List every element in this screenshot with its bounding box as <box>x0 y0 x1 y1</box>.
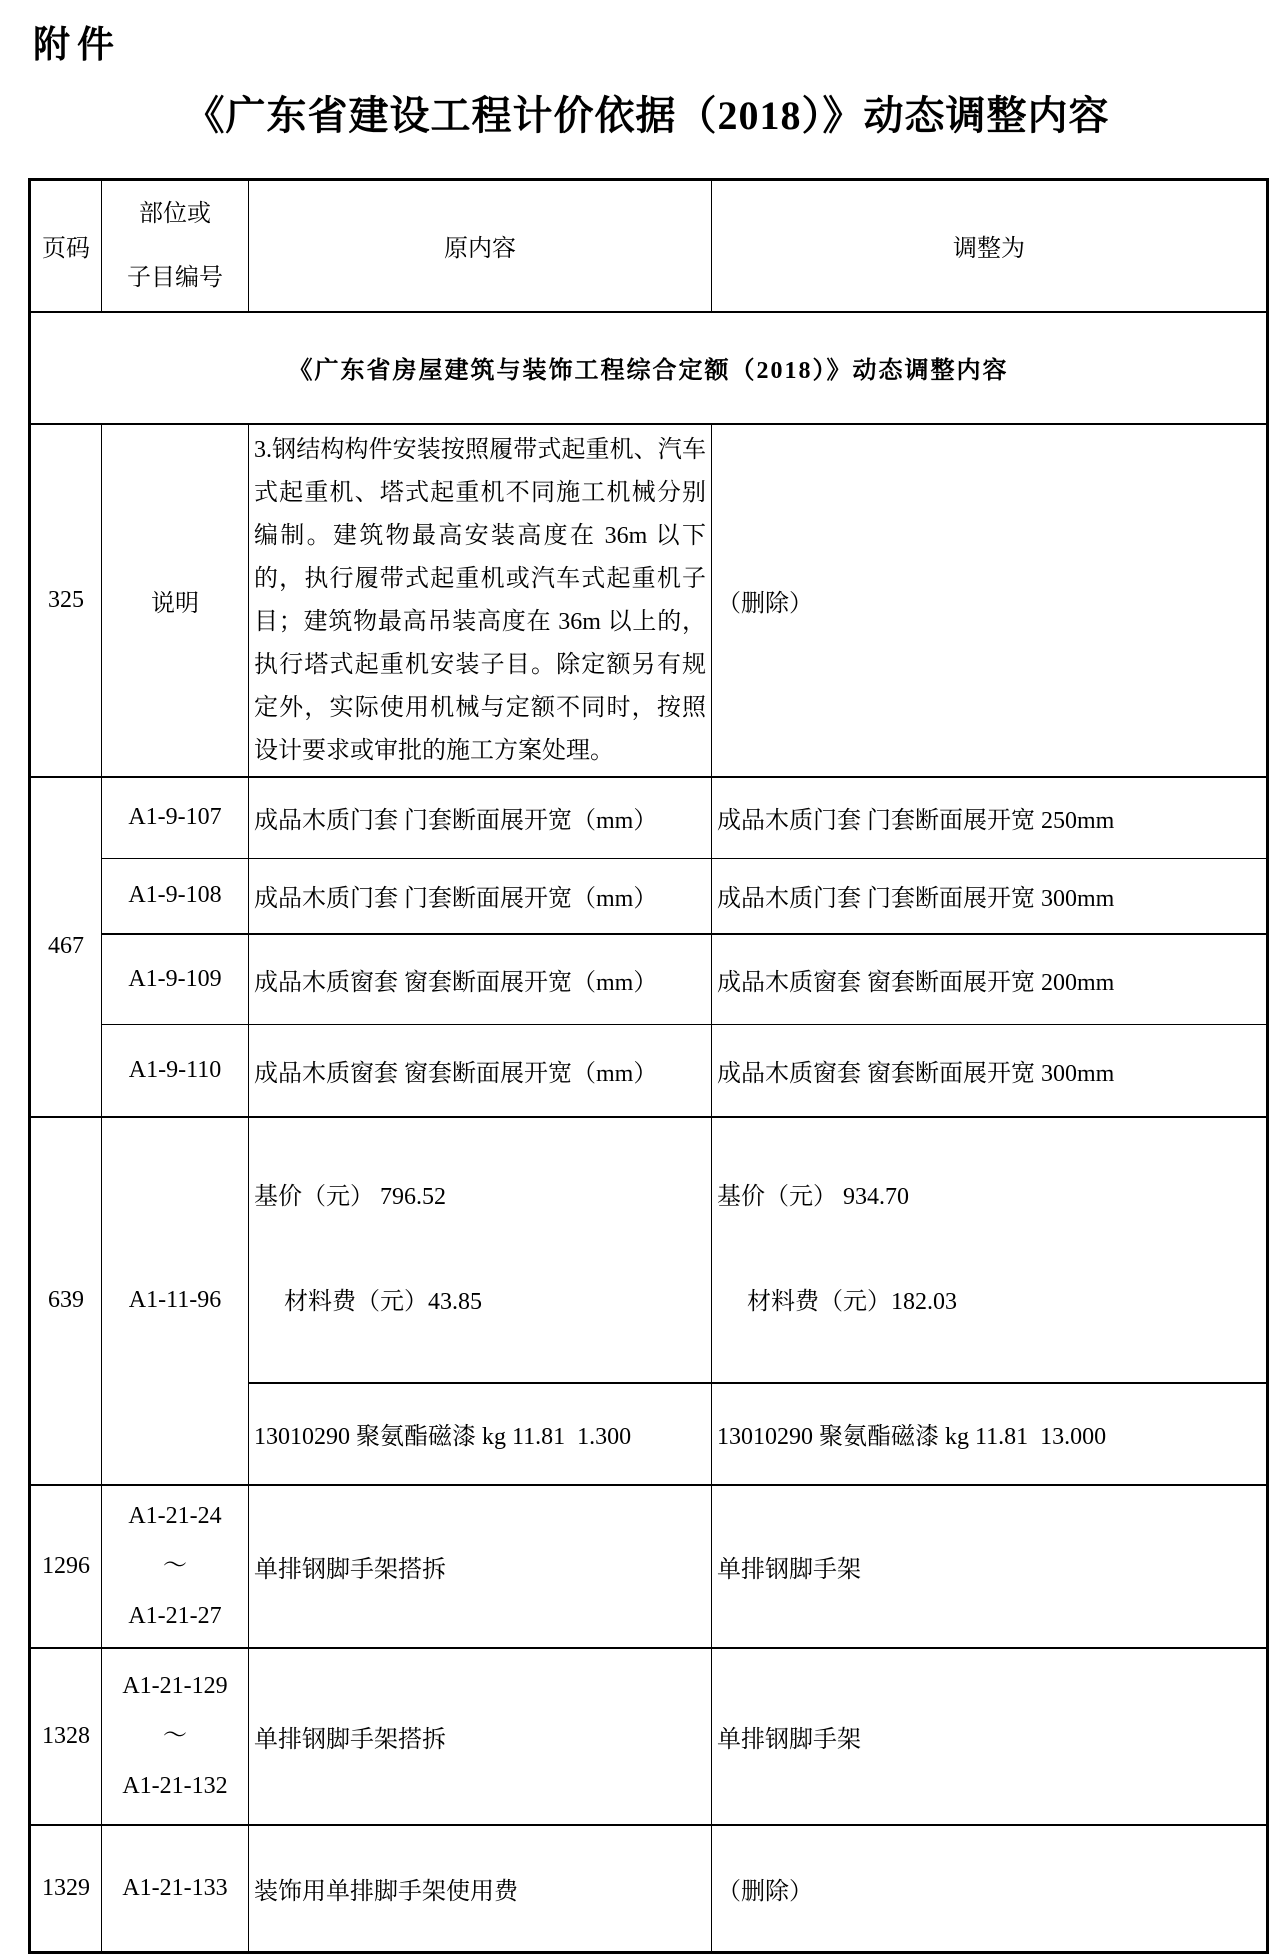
table-row-1296 <box>30 1485 1268 1648</box>
header-code-line2: 子目编号 <box>127 264 223 291</box>
page-cell: 1329 <box>30 1825 102 1953</box>
original-price-cell <box>249 1117 712 1383</box>
original-cell: 单排钢脚手架搭拆 <box>249 1648 712 1825</box>
original-cell: 成品木质窗套 窗套断面展开宽（mm） <box>249 934 712 1025</box>
header-code-line1: 部位或 <box>139 200 211 227</box>
header-code-cell <box>102 180 249 312</box>
code-range-start: A1-21-129 <box>122 1673 228 1699</box>
adjusted-cell: 单排钢脚手架 <box>712 1648 1268 1825</box>
page-cell-639: 639 <box>30 1117 102 1485</box>
adjusted-cell: 单排钢脚手架 <box>712 1485 1268 1648</box>
material-fee-line: 材料费（元）182.03 <box>747 1288 957 1315</box>
section-title-cell: 《广东省房屋建筑与装饰工程综合定额（2018）》动态调整内容 <box>30 312 1268 424</box>
base-price-line: 基价（元） 796.52 <box>254 1183 446 1210</box>
page-cell-467: 467 <box>30 777 102 1117</box>
table-row-a1-9-109 <box>30 934 1268 1025</box>
code-cell: A1-9-107 <box>102 777 249 859</box>
original-cell: 单排钢脚手架搭拆 <box>249 1485 712 1648</box>
table-header-row <box>30 180 1268 312</box>
code-range-start: A1-21-24 <box>128 1503 222 1529</box>
table-row-1329 <box>30 1825 1268 1953</box>
header-original-cell: 原内容 <box>249 180 712 312</box>
code-cell: A1-9-110 <box>102 1025 249 1117</box>
code-cell: 说明 <box>102 424 249 777</box>
table-row-a1-9-107 <box>30 777 1268 859</box>
table-row-639-price <box>30 1117 1268 1383</box>
adjusted-price-cell <box>712 1117 1268 1383</box>
code-cell: A1-9-109 <box>102 934 249 1025</box>
header-page-cell: 页码 <box>30 180 102 312</box>
original-cell: 成品木质门套 门套断面展开宽（mm） <box>249 777 712 859</box>
header-adjusted-cell: 调整为 <box>712 180 1268 312</box>
original-cell: 3.钢结构构件安装按照履带式起重机、汽车式起重机、塔式起重机不同施工机械分别编制。建筑物最高安装高度在 36m 以下的，执行履带式起重机或汽车式起重机子目；建筑物最高吊装高度在 36m 以上的，执行塔式起重机安装子目。除定额另有规定外，实际使用机械与定额不同时，按照设计要求或审批的施工方案处理。 <box>249 424 712 777</box>
page-cell: 1328 <box>30 1648 102 1825</box>
table-row-325 <box>30 424 1268 777</box>
table-row-a1-9-108 <box>30 859 1268 934</box>
code-cell: A1-11-96 <box>102 1117 249 1485</box>
original-detail-cell: 13010290 聚氨酯磁漆 kg 11.81 1.300 <box>249 1383 712 1485</box>
code-range-end: A1-21-27 <box>128 1603 222 1629</box>
adjusted-cell: 成品木质门套 门套断面展开宽 250mm <box>712 777 1268 859</box>
main-title: 《广东省建设工程计价依据（2018）》动态调整内容 <box>184 93 1110 138</box>
code-range-end: A1-21-132 <box>122 1773 228 1799</box>
attachment-label: 附件 <box>33 23 121 66</box>
adjusted-cell: 成品木质门套 门套断面展开宽 300mm <box>712 859 1268 934</box>
adjusted-cell: （删除） <box>712 1825 1268 1953</box>
page-cell: 325 <box>30 424 102 777</box>
section-title-row <box>30 312 1268 424</box>
code-range-tilde: ～ <box>163 1553 187 1579</box>
code-cell: A1-9-108 <box>102 859 249 934</box>
code-range-tilde: ～ <box>163 1723 187 1749</box>
material-fee-line: 材料费（元）43.85 <box>284 1288 482 1315</box>
code-range-cell <box>102 1648 249 1825</box>
adjusted-cell: 成品木质窗套 窗套断面展开宽 300mm <box>712 1025 1268 1117</box>
adjusted-cell: （删除） <box>712 424 1268 777</box>
table-row-1328 <box>30 1648 1268 1825</box>
adjusted-detail-cell: 13010290 聚氨酯磁漆 kg 11.81 13.000 <box>712 1383 1268 1485</box>
code-range-cell <box>102 1485 249 1648</box>
original-cell: 装饰用单排脚手架使用费 <box>249 1825 712 1953</box>
original-cell: 成品木质窗套 窗套断面展开宽（mm） <box>249 1025 712 1117</box>
page-cell: 1296 <box>30 1485 102 1648</box>
base-price-line: 基价（元） 934.70 <box>717 1183 909 1210</box>
table-row-a1-9-110 <box>30 1025 1268 1117</box>
adjusted-cell: 成品木质窗套 窗套断面展开宽 200mm <box>712 934 1268 1025</box>
code-cell: A1-21-133 <box>102 1825 249 1953</box>
adjustment-table <box>28 178 1269 1954</box>
original-cell: 成品木质门套 门套断面展开宽（mm） <box>249 859 712 934</box>
